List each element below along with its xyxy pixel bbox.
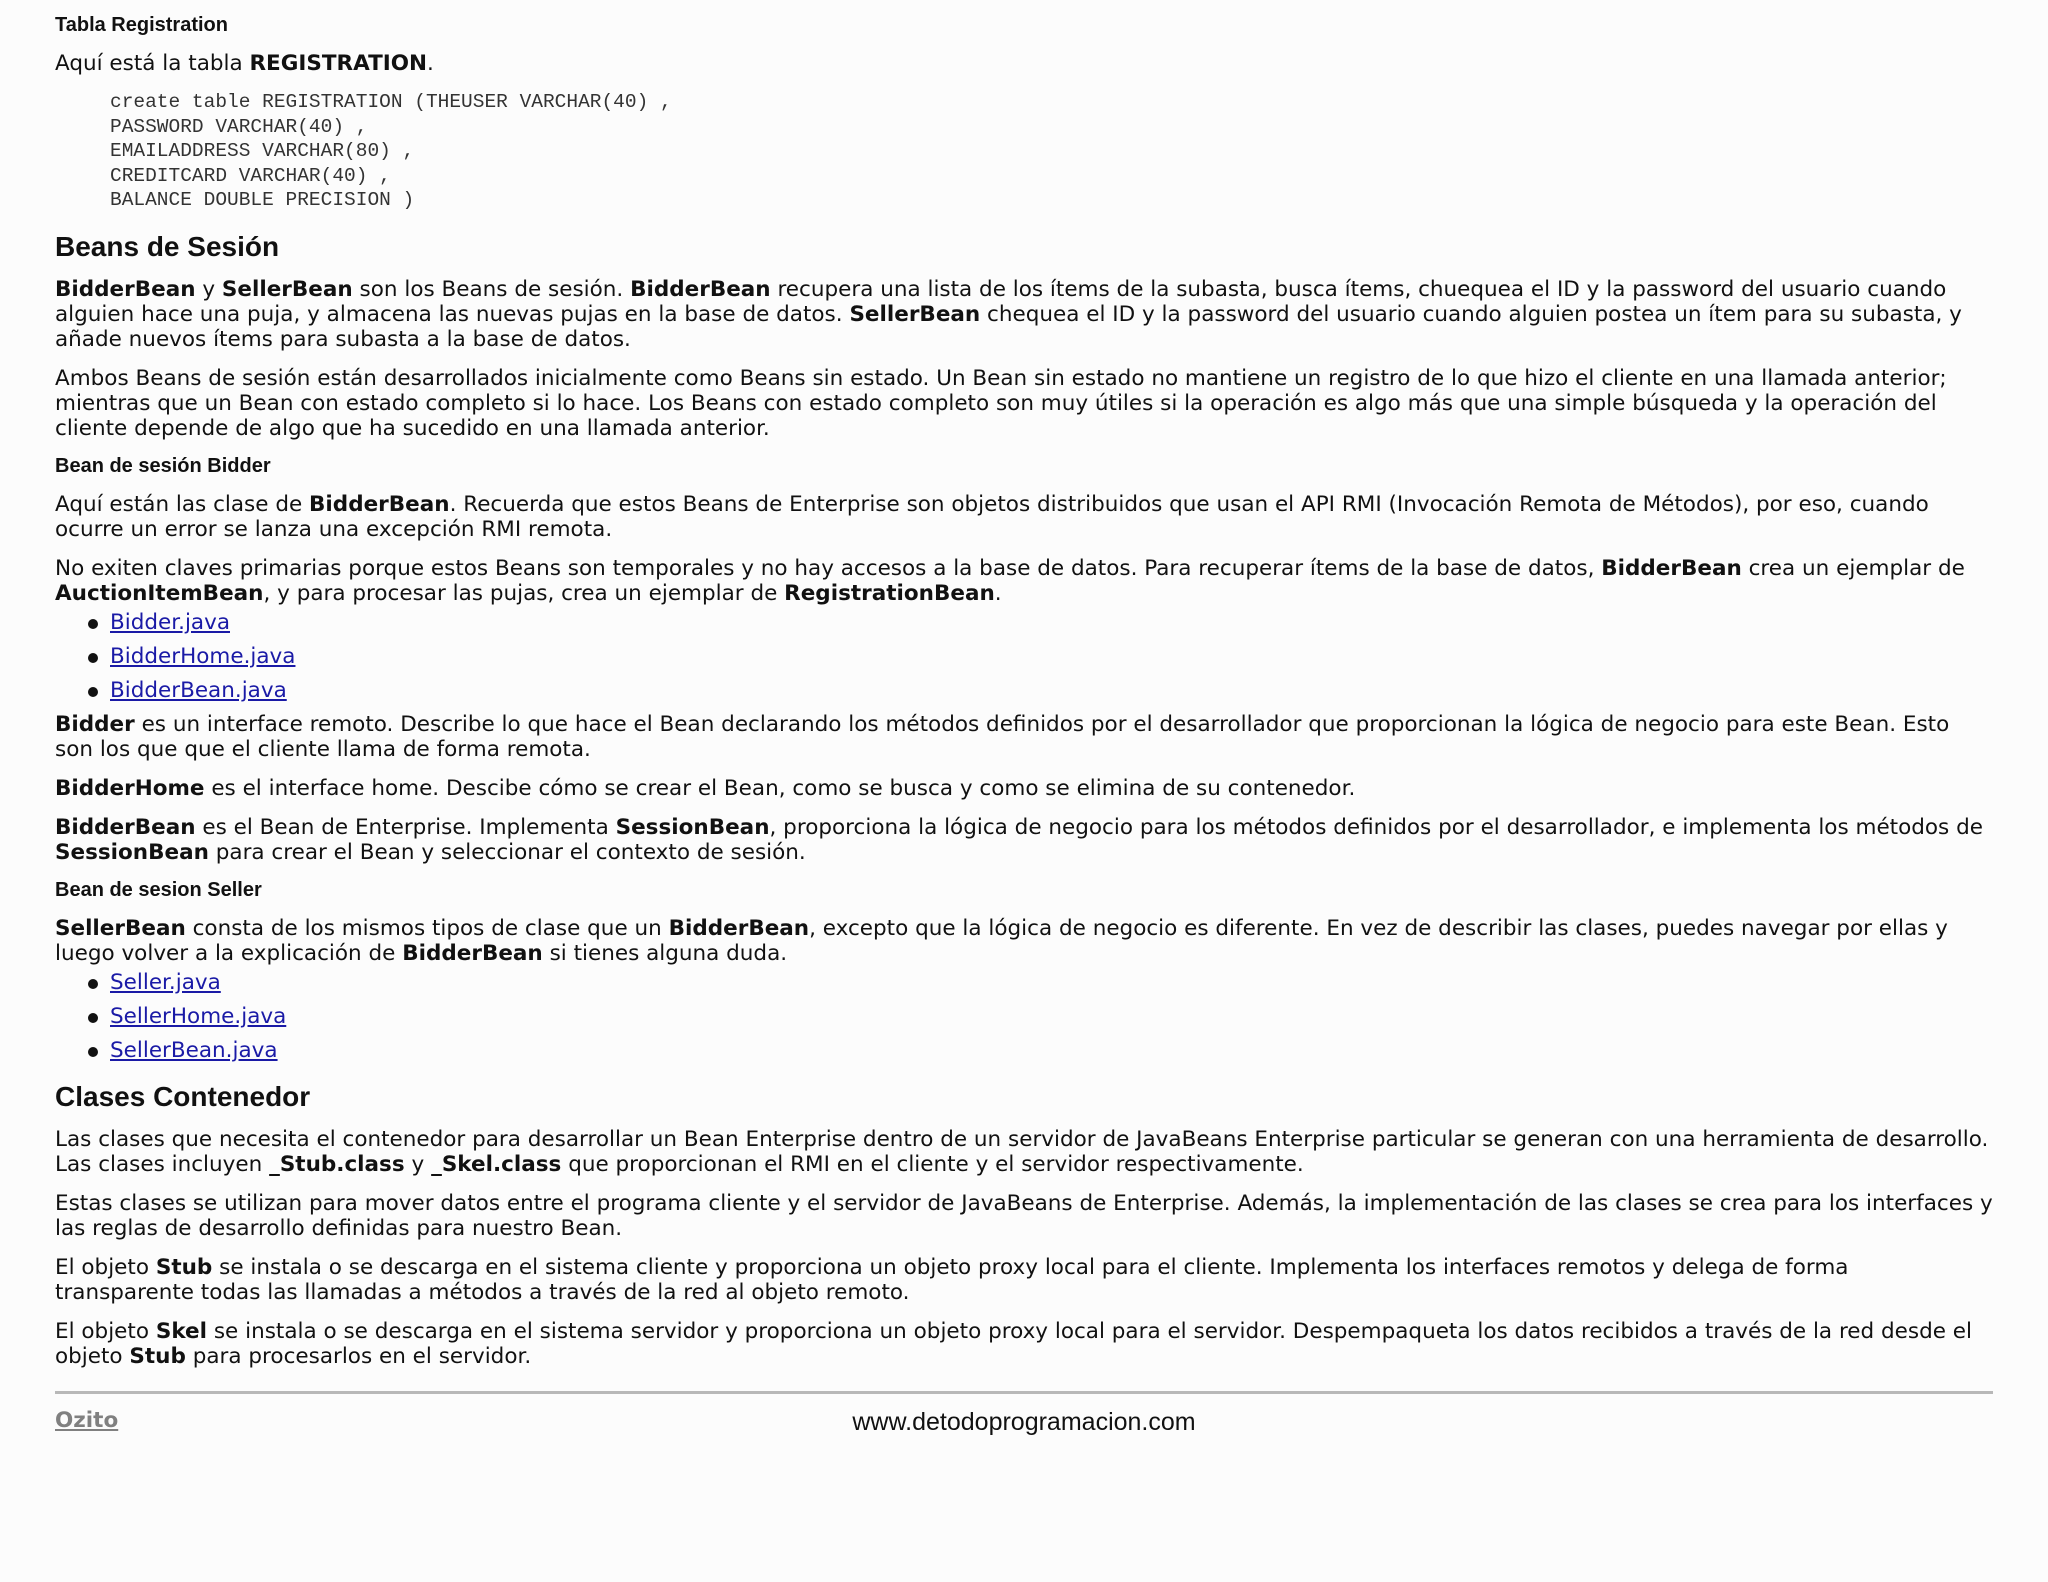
session-beans-paragraph-2: Ambos Beans de sesión están desarrollados inicialmente como Beans sin estado. Un Bean sin estado no mantiene un registro de lo que hizo el cliente en una llamada anterior; mientras que un Bean con estado completo si lo hace. Los Beans con estado completo son muy útiles si la operación es algo más que una simple búsqueda y la operación del cliente depende de algo que ha sucedido en una llamada anterior. xyxy=(55,365,1947,441)
bidder-paragraph-3: Bidder es un interface remoto. Describe lo que hace el Bean declarando los métodos definidos por el desarrollador que proporcionan la lógica de negocio para este Bean. Esto son los que que el cliente llama de forma remota. xyxy=(55,711,1950,762)
containers-paragraph-4: El objeto Skel se instala o se descarga en el sistema servidor y proporciona un objeto proxy local para el servidor. Despempaqueta los datos recibidos a través de la red desde el objeto Stub para procesarlos en el servidor. xyxy=(55,1318,1973,1369)
footer-divider xyxy=(55,1391,1993,1394)
link-bidderbean-java[interactable]: BidderBean.java xyxy=(110,677,287,703)
bidder-paragraph-2: No exiten claves primarias porque estos Beans son temporales y no hay accesos a la base de datos. Para recuperar ítems de la base de datos, BidderBean crea un ejemplar de AuctionItemBean, y para procesar las pujas, crea un ejemplar de RegistrationBean. xyxy=(55,555,1965,606)
session-beans-paragraph-1: BidderBean y SellerBean son los Beans de sesión. BidderBean recupera una lista de los ítems de la subasta, busca ítems, chuequea el ID y la password del usuario cuando alguien hace una puja, y almacena las nuevas pujas en la base de datos. SellerBean chequea el ID y la password del usuario cuando alguien postea un ítem para su subasta, y añade nuevos ítems para subasta a la base de datos. xyxy=(55,276,1962,352)
section-heading-containers: Clases Contenedor xyxy=(55,1080,311,1112)
bidder-paragraph-4: BidderHome es el interface home. Descibe cómo se crear el Bean, como se busca y como se elimina de su contenedor. xyxy=(55,775,1356,801)
link-sellerhome-java[interactable]: SellerHome.java xyxy=(110,1003,287,1029)
containers-paragraph-1: Las clases que necesita el contenedor para desarrollar un Bean Enterprise dentro de un servidor de JavaBeans Enterprise particular se generan con una herramienta de desarrollo. Las clases incluyen _Stub.class y _Skel.class que proporcionan el RMI en el cliente y el servidor respectivamente. xyxy=(55,1126,1989,1177)
list-item xyxy=(85,610,1993,635)
containers-paragraph-3: El objeto Stub se instala o se descarga en el sistema cliente y proporciona un objeto proxy local para el cliente. Implementa los interfaces remotos y delega de forma transparente todas las llamadas a métodos a través de la red al objeto remoto. xyxy=(55,1254,1849,1305)
registration-intro: Aquí está la tabla REGISTRATION. xyxy=(55,51,434,76)
seller-paragraph-1: SellerBean consta de los mismos tipos de clase que un BidderBean, excepto que la lógica de negocio es diferente. En vez de describir las clases, puedes navegar por ellas y luego volver a la explicación de BidderBean si tienes alguna duda. xyxy=(55,915,1948,966)
bidder-paragraph-5: BidderBean es el Bean de Enterprise. Implementa SessionBean, proporciona la lógica de negocio para los métodos definidos por el desarrollador, e implementa los métodos de SessionBean para crear el Bean y seleccionar el contexto de sesión. xyxy=(55,814,1983,865)
seller-file-list xyxy=(55,970,1993,1063)
bidder-file-list xyxy=(55,610,1993,703)
footer xyxy=(55,1408,1993,1448)
section-heading-seller: Bean de sesion Seller xyxy=(55,878,262,901)
containers-paragraph-2: Estas clases se utilizan para mover datos entre el programa cliente y el servidor de JavaBeans de Enterprise. Además, la implementación de las clases se crea para los interfaces y las reglas de desarrollo definidas para nuestro Bean. xyxy=(55,1190,1993,1241)
sql-code-block: create table REGISTRATION (THEUSER VARCHAR(40) , PASSWORD VARCHAR(40) , EMAILADDRESS VARCHAR(80) , CREDITCARD VARCHAR(40) , BALANCE DOUBLE PRECISION ) xyxy=(110,91,672,211)
list-item xyxy=(85,644,1993,669)
list-item xyxy=(85,970,1993,995)
link-bidderhome-java[interactable]: BidderHome.java xyxy=(110,643,296,669)
ozito-link[interactable]: Ozito xyxy=(55,1407,119,1433)
link-seller-java[interactable]: Seller.java xyxy=(110,969,221,995)
list-item xyxy=(85,678,1993,703)
section-heading-session-beans: Beans de Sesión xyxy=(55,230,280,262)
list-item xyxy=(85,1038,1993,1063)
site-url: www.detodoprogramacion.com xyxy=(852,1407,1196,1436)
section-heading-bidder: Bean de sesión Bidder xyxy=(55,454,271,477)
link-sellerbean-java[interactable]: SellerBean.java xyxy=(110,1037,278,1063)
list-item xyxy=(85,1004,1993,1029)
section-heading-registration: Tabla Registration xyxy=(55,14,228,36)
link-bidder-java[interactable]: Bidder.java xyxy=(110,609,230,635)
bidder-paragraph-1: Aquí están las clase de BidderBean. Recuerda que estos Beans de Enterprise son objetos distribuidos que usan el API RMI (Invocación Remota de Métodos), por eso, cuando ocurre un error se lanza una excepción RMI remota. xyxy=(55,491,1929,542)
